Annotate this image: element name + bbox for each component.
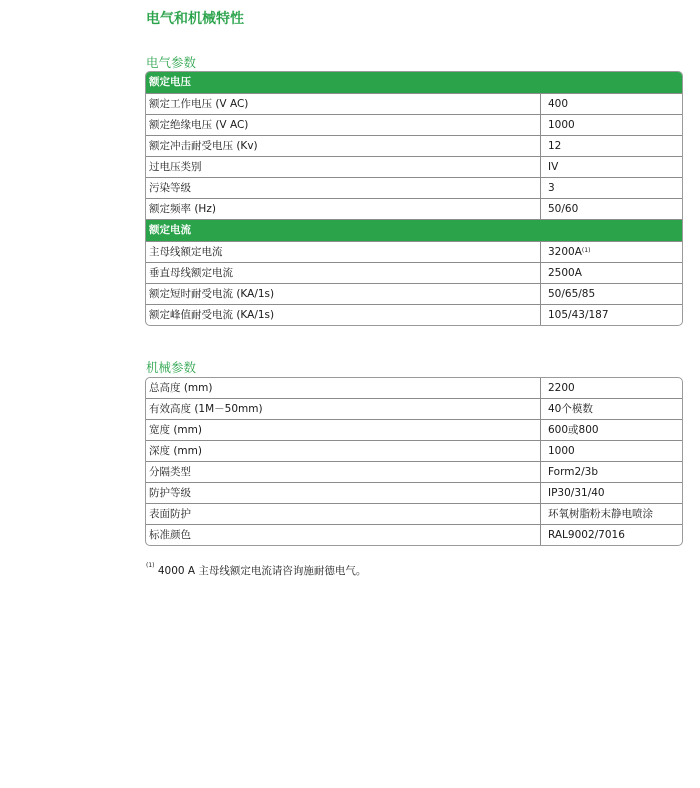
table-row: [146, 378, 682, 398]
table-row: [146, 398, 682, 419]
footnote-marker: (1): [146, 562, 155, 569]
footnote-text: 4000 A 主母线额定电流请咨询施耐德电气。: [157, 565, 367, 577]
row-value: 2200: [548, 382, 575, 394]
table-row: [146, 156, 682, 177]
page-title: 电气和机械特性: [146, 11, 244, 27]
row-value: 2500A: [548, 267, 582, 279]
table-row: [146, 440, 682, 461]
row-value: IP30/31/40: [548, 487, 605, 499]
row-value: 12: [548, 140, 562, 152]
row-label: 过电压类别: [146, 157, 541, 177]
row-value: 105/43/187: [548, 309, 609, 321]
group-header-rated-voltage: 额定电压: [146, 72, 682, 93]
mechanical-section-title: 机械参数: [146, 360, 197, 375]
table-row: [146, 304, 682, 325]
row-label: 分隔类型: [146, 462, 541, 482]
table-row: [146, 177, 682, 198]
row-value: 环氧树脂粉末静电喷涂: [548, 508, 653, 520]
footnote: [146, 563, 366, 578]
row-label: 垂直母线额定电流: [146, 263, 541, 283]
table-row: [146, 93, 682, 114]
table-row: [146, 198, 682, 219]
row-value: IV: [548, 161, 559, 173]
row-value: 600或800: [548, 424, 599, 436]
table-row: [146, 503, 682, 524]
row-label: 额定频率 (Hz): [146, 199, 541, 219]
row-value: 3: [548, 182, 555, 194]
table-row: [146, 241, 682, 262]
table-row: [146, 482, 682, 503]
row-label: 额定短时耐受电流 (KA/1s): [146, 284, 541, 304]
row-value: 50/65/85: [548, 288, 596, 300]
row-label: 额定工作电压 (V AC): [146, 94, 541, 114]
mechanical-table: [145, 377, 683, 546]
table-row: [146, 283, 682, 304]
table-row: [146, 419, 682, 440]
row-label: 额定冲击耐受电压 (Kv): [146, 136, 541, 156]
group-header-rated-current: 额定电流: [146, 219, 682, 241]
row-label: 额定峰值耐受电流 (KA/1s): [146, 305, 541, 325]
table-row: [146, 524, 682, 545]
row-value: RAL9002/7016: [548, 529, 625, 541]
electrical-table: [145, 71, 683, 326]
table-row: [146, 135, 682, 156]
row-label: 有效高度 (1M－50mm): [146, 399, 541, 419]
row-value: 1000: [548, 445, 575, 457]
row-label: 表面防护: [146, 504, 541, 524]
row-value: 400: [548, 98, 569, 110]
electrical-section-title: 电气参数: [146, 55, 197, 70]
row-value: 3200A: [548, 246, 582, 258]
row-value: 1000: [548, 119, 575, 131]
row-label: 额定绝缘电压 (V AC): [146, 115, 541, 135]
table-row: [146, 262, 682, 283]
table-row: [146, 114, 682, 135]
row-value: 40个模数: [548, 403, 593, 415]
row-label: 深度 (mm): [146, 441, 541, 461]
footnote-ref: (1): [581, 247, 591, 254]
row-value-with-note: [541, 242, 682, 262]
row-label: 污染等级: [146, 178, 541, 198]
row-label: 宽度 (mm): [146, 420, 541, 440]
row-label: 总高度 (mm): [146, 378, 541, 398]
table-row: [146, 461, 682, 482]
row-label: 防护等级: [146, 483, 541, 503]
row-value: 50/60: [548, 203, 579, 215]
row-label: 标准颜色: [146, 525, 541, 545]
row-label: 主母线额定电流: [146, 242, 541, 262]
row-value: Form2/3b: [548, 466, 599, 478]
